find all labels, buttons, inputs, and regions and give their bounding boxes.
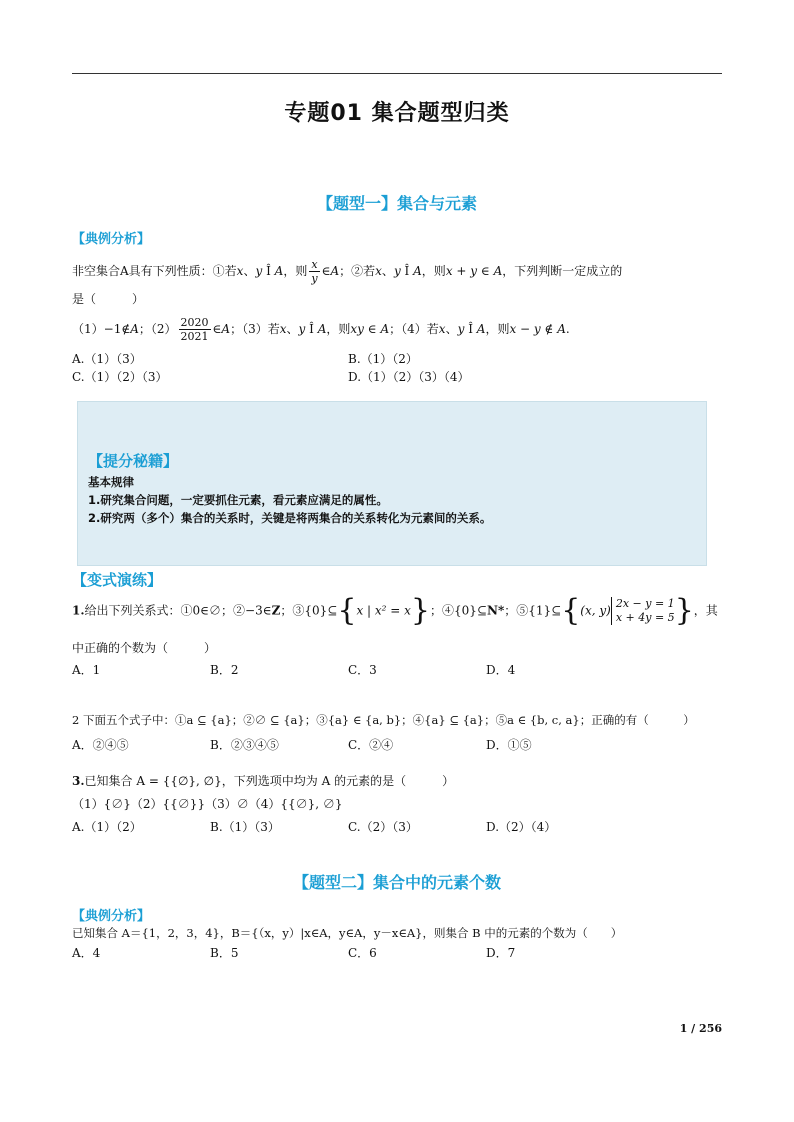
example2-text: 已知集合 A＝{1，2，3，4}，B＝{（x，y）|x∈A，y∈A，y－x∈A}，则集合 B 中的元素的个数为（ ）	[72, 926, 623, 940]
tips-line-1: 基本规律	[88, 475, 134, 489]
section-heading-2: 【题型二】集合中的元素个数	[292, 873, 501, 892]
header-rule	[72, 73, 722, 74]
question2-text: 2 下面五个式子中：①a ⊆ {a}；②∅ ⊆ {a}；③{a} ∈ {a, b}；④{a} ⊆ {a}；⑤a ∈ {b, c, a}；正确的有（ ）	[72, 713, 695, 727]
question1-option-d[interactable]: D．4	[486, 663, 516, 677]
practice-tag: 【变式演练】	[72, 571, 163, 589]
page-title: 专题01 集合题型归类	[284, 101, 510, 126]
equation-system: 2x − y = 1 x + 4y = 5	[611, 597, 675, 625]
example1-line1: 非空集合A具有下列性质：①若x、y Î A，则 $\frac{x}{y}$ ∈A；②若x、y Î A，则x + y ∈ A，下列判断一定成立的	[72, 258, 623, 285]
example1-option-a[interactable]: A.（1）（3）	[72, 352, 142, 366]
tips-title: 【提分秘籍】	[88, 452, 179, 470]
question2-option-a[interactable]: A．②④⑤	[72, 738, 129, 752]
example1-line2: 是（ ）	[72, 292, 145, 306]
example1-option-c[interactable]: C.（1）（2）（3）	[72, 370, 168, 384]
question2-option-d[interactable]: D．①⑤	[486, 738, 532, 752]
section-heading-1: 【题型一】集合与元素	[316, 194, 477, 213]
question1-option-c[interactable]: C．3	[348, 663, 377, 677]
fraction-2020-2021: $\frac{2020}{2021}$	[180, 316, 209, 343]
example-tag-1: 【典例分析】	[72, 232, 151, 247]
question1-line1: 1.给出下列关系式：①0∈∅；②−3∈Z；③{0}⊆{x | x² = x}；④{0}⊆N*；⑤{1}⊆{(x, y) 2x − y = 1 x + 4y = 5 }，其	[72, 593, 718, 628]
question3-text: 3.已知集合 A = {{∅}, ∅}，下列选项中均为 A 的元素的是（ ）	[72, 774, 455, 788]
example2-option-b[interactable]: B．5	[210, 946, 239, 960]
example2-option-d[interactable]: D．7	[486, 946, 516, 960]
tips-box	[77, 401, 707, 566]
example2-option-a[interactable]: A．4	[72, 946, 101, 960]
question1-line2: 中正确的个数为（ ）	[72, 641, 217, 655]
page-number: 1 / 256	[679, 1022, 722, 1035]
question3-line2: （1）{∅}（2）{{∅}}（3）∅（4）{{∅}, ∅}	[72, 797, 343, 811]
example-tag-2: 【典例分析】	[72, 909, 151, 924]
example1-option-b[interactable]: B.（1）（2）	[348, 352, 418, 366]
tips-line-2: 1.研究集合问题，一定要抓住元素，看元素应满足的属性。	[88, 493, 388, 507]
question2-option-c[interactable]: C．②④	[348, 738, 394, 752]
tips-line-3: 2.研究两（多个）集合的关系时，关键是将两集合的关系转化为元素间的关系。	[88, 511, 492, 525]
fraction-x-over-y: $\frac{x}{y}$	[311, 258, 318, 285]
example1-line3: （1）−1∉A；（2） $\frac{2020}{2021}$ ∈A；（3）若x、y Î A，则xy ∈ A；（4）若x、y Î A，则x − y ∉ A.	[72, 316, 570, 343]
question3-option-d[interactable]: D.（2）（4）	[486, 820, 557, 834]
question2-option-b[interactable]: B．②③④⑤	[210, 738, 279, 752]
question1-option-a[interactable]: A．1	[72, 663, 101, 677]
question3-option-b[interactable]: B.（1）（3）	[210, 820, 280, 834]
example2-option-c[interactable]: C．6	[348, 946, 377, 960]
question3-option-a[interactable]: A.（1）（2）	[72, 820, 142, 834]
example1-option-d[interactable]: D.（1）（2）（3）（4）	[348, 370, 470, 384]
question3-option-c[interactable]: C.（2）（3）	[348, 820, 418, 834]
question1-option-b[interactable]: B．2	[210, 663, 239, 677]
